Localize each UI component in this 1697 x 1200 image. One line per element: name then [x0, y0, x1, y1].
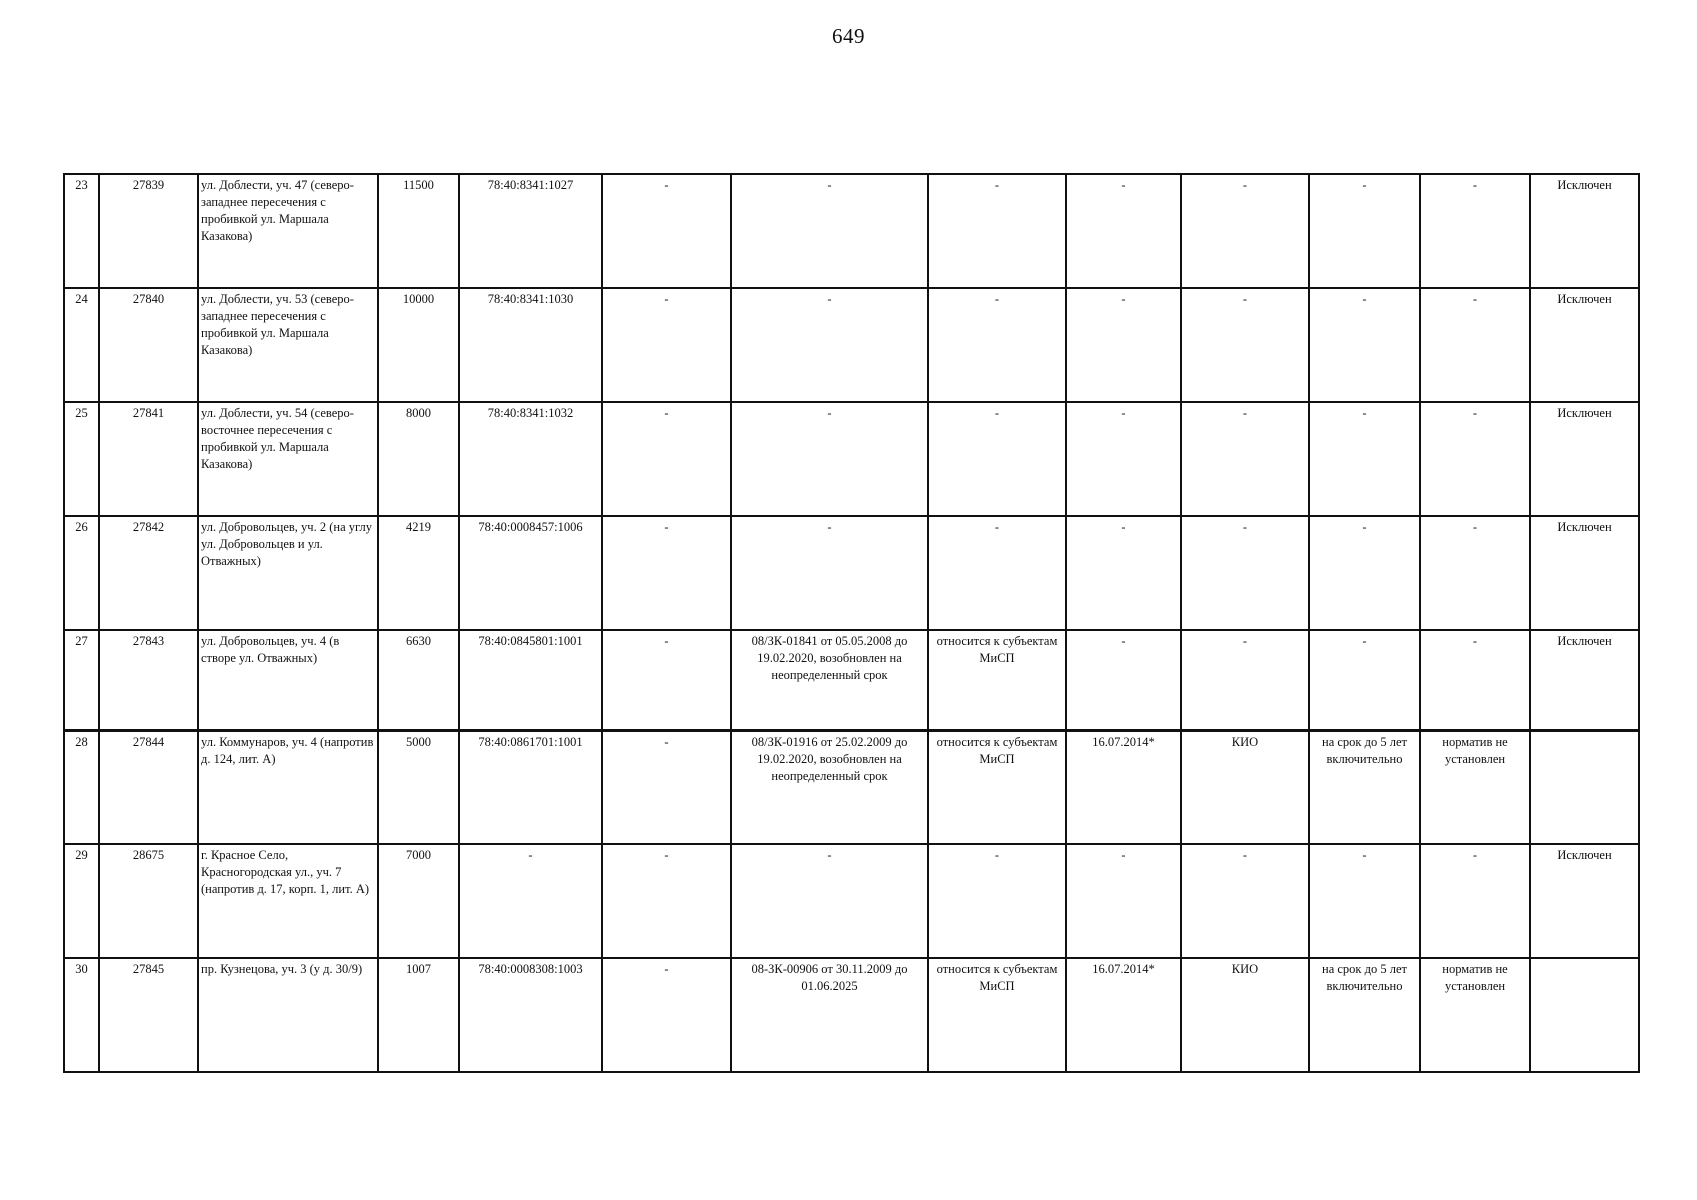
col6-cell: - [602, 174, 731, 288]
object-code: 27839 [99, 174, 198, 288]
col6-cell: - [602, 516, 731, 630]
status-cell [1530, 958, 1639, 1072]
contract-cell: - [731, 288, 928, 402]
page-number: 649 [832, 24, 865, 48]
term-cell: на срок до 5 лет включительно [1309, 730, 1420, 844]
status-cell: Исключен [1530, 402, 1639, 516]
col6-cell: - [602, 288, 731, 402]
object-code: 27841 [99, 402, 198, 516]
object-code: 27844 [99, 730, 198, 844]
date-cell: - [1066, 630, 1181, 730]
table-row [64, 516, 1639, 630]
contract-cell: 08/ЗК-01841 от 05.05.2008 до 19.02.2020, возобновлен на неопределенный срок [731, 630, 928, 730]
row-number: 29 [64, 844, 99, 958]
cadastral-number-cell: 78:40:8341:1032 [459, 402, 602, 516]
address-cell: ул. Добровольцев, уч. 2 (на углу ул. Добровольцев и ул. Отважных) [198, 516, 378, 630]
object-code: 27843 [99, 630, 198, 730]
organization-cell: - [1181, 516, 1309, 630]
status-cell: Исключен [1530, 630, 1639, 730]
contract-cell: - [731, 516, 928, 630]
status-cell [1530, 730, 1639, 844]
table-row [64, 630, 1639, 730]
term-cell: - [1309, 288, 1420, 402]
area-cell: 11500 [378, 174, 459, 288]
cadastral-number-cell: 78:40:8341:1027 [459, 174, 602, 288]
object-code: 27840 [99, 288, 198, 402]
table-row [64, 288, 1639, 402]
contract-cell: 08/ЗК-01916 от 25.02.2009 до 19.02.2020, возобновлен на неопределенный срок [731, 730, 928, 844]
category-cell: относится к субъектам МиСП [928, 958, 1066, 1072]
contract-cell: 08-ЗК-00906 от 30.11.2009 до 01.06.2025 [731, 958, 928, 1072]
address-cell: ул. Доблести, уч. 53 (северо-западнее пересечения с пробивкой ул. Маршала Казакова) [198, 288, 378, 402]
cadastral-number-cell: 78:40:0008308:1003 [459, 958, 602, 1072]
contract-cell: - [731, 844, 928, 958]
organization-cell: - [1181, 630, 1309, 730]
category-cell: - [928, 844, 1066, 958]
table-row [64, 730, 1639, 844]
norm-cell: - [1420, 844, 1530, 958]
col6-cell: - [602, 844, 731, 958]
land-plot-registry-table [63, 173, 1640, 1073]
organization-cell: КИО [1181, 730, 1309, 844]
row-number: 28 [64, 730, 99, 844]
date-cell: - [1066, 288, 1181, 402]
row-number: 30 [64, 958, 99, 1072]
date-cell: - [1066, 402, 1181, 516]
norm-cell: - [1420, 288, 1530, 402]
term-cell: - [1309, 402, 1420, 516]
norm-cell: норматив не установлен [1420, 958, 1530, 1072]
category-cell: относится к субъектам МиСП [928, 630, 1066, 730]
term-cell: - [1309, 174, 1420, 288]
norm-cell: - [1420, 516, 1530, 630]
address-cell: ул. Добровольцев, уч. 4 (в створе ул. Отважных) [198, 630, 378, 730]
category-cell: - [928, 402, 1066, 516]
cadastral-number-cell: 78:40:8341:1030 [459, 288, 602, 402]
area-cell: 8000 [378, 402, 459, 516]
norm-cell: норматив не установлен [1420, 730, 1530, 844]
date-cell: - [1066, 844, 1181, 958]
date-cell: - [1066, 516, 1181, 630]
term-cell: на срок до 5 лет включительно [1309, 958, 1420, 1072]
area-cell: 6630 [378, 630, 459, 730]
area-cell: 7000 [378, 844, 459, 958]
term-cell: - [1309, 630, 1420, 730]
col6-cell: - [602, 630, 731, 730]
address-cell: г. Красное Село, Красногородская ул., уч. 7 (напротив д. 17, корп. 1, лит. А) [198, 844, 378, 958]
table-row [64, 402, 1639, 516]
category-cell: - [928, 174, 1066, 288]
col6-cell: - [602, 958, 731, 1072]
cadastral-number-cell: - [459, 844, 602, 958]
term-cell: - [1309, 844, 1420, 958]
address-cell: ул. Коммунаров, уч. 4 (напротив д. 124, лит. А) [198, 730, 378, 844]
address-cell: ул. Доблести, уч. 54 (северо-восточнее пересечения с пробивкой ул. Маршала Казакова) [198, 402, 378, 516]
status-cell: Исключен [1530, 174, 1639, 288]
organization-cell: - [1181, 402, 1309, 516]
table-row [64, 958, 1639, 1072]
status-cell: Исключен [1530, 844, 1639, 958]
term-cell: - [1309, 516, 1420, 630]
organization-cell: - [1181, 844, 1309, 958]
area-cell: 5000 [378, 730, 459, 844]
cadastral-number-cell: 78:40:0861701:1001 [459, 730, 602, 844]
address-cell: пр. Кузнецова, уч. 3 (у д. 30/9) [198, 958, 378, 1072]
table-row [64, 844, 1639, 958]
col6-cell: - [602, 730, 731, 844]
object-code: 27845 [99, 958, 198, 1072]
organization-cell: - [1181, 174, 1309, 288]
status-cell: Исключен [1530, 516, 1639, 630]
row-number: 25 [64, 402, 99, 516]
date-cell: 16.07.2014* [1066, 730, 1181, 844]
row-number: 27 [64, 630, 99, 730]
area-cell: 4219 [378, 516, 459, 630]
object-code: 28675 [99, 844, 198, 958]
area-cell: 10000 [378, 288, 459, 402]
table-row [64, 174, 1639, 288]
area-cell: 1007 [378, 958, 459, 1072]
category-cell: относится к субъектам МиСП [928, 730, 1066, 844]
category-cell: - [928, 288, 1066, 402]
category-cell: - [928, 516, 1066, 630]
norm-cell: - [1420, 174, 1530, 288]
address-cell: ул. Доблести, уч. 47 (северо-западнее пересечения с пробивкой ул. Маршала Казакова) [198, 174, 378, 288]
col6-cell: - [602, 402, 731, 516]
object-code: 27842 [99, 516, 198, 630]
cadastral-number-cell: 78:40:0845801:1001 [459, 630, 602, 730]
status-cell: Исключен [1530, 288, 1639, 402]
date-cell: 16.07.2014* [1066, 958, 1181, 1072]
row-number: 24 [64, 288, 99, 402]
organization-cell: КИО [1181, 958, 1309, 1072]
contract-cell: - [731, 402, 928, 516]
date-cell: - [1066, 174, 1181, 288]
norm-cell: - [1420, 630, 1530, 730]
organization-cell: - [1181, 288, 1309, 402]
row-number: 26 [64, 516, 99, 630]
cadastral-number-cell: 78:40:0008457:1006 [459, 516, 602, 630]
norm-cell: - [1420, 402, 1530, 516]
row-number: 23 [64, 174, 99, 288]
contract-cell: - [731, 174, 928, 288]
